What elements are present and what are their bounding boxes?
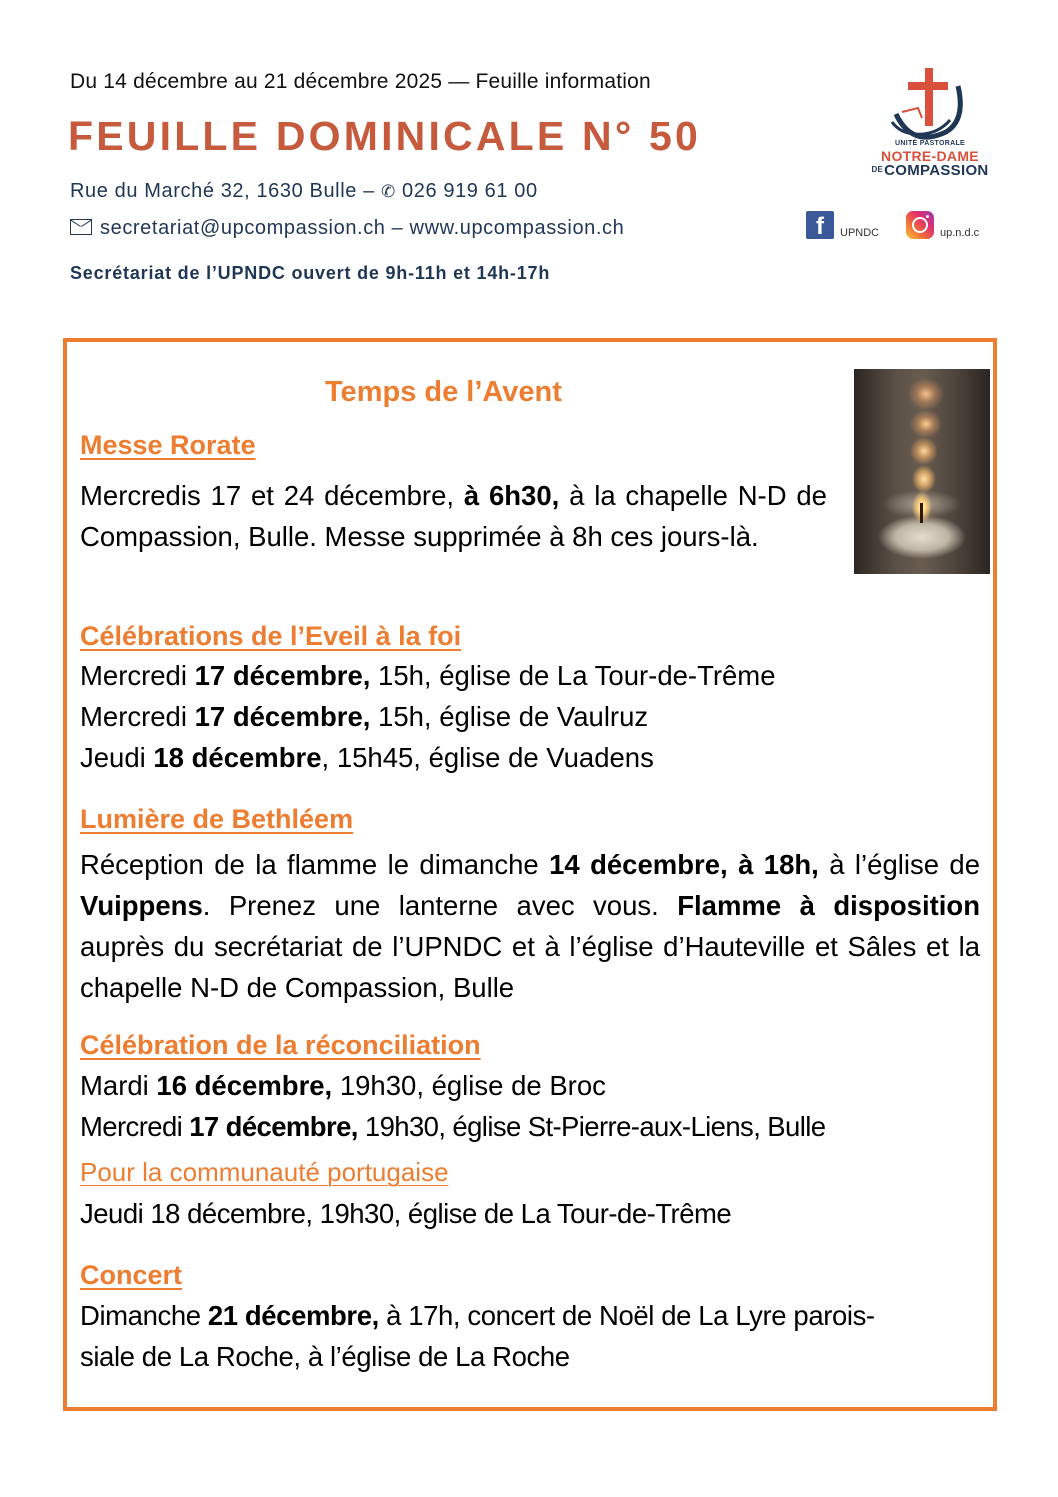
portuguese-line: Jeudi 18 décembre, 19h30, église de La Tour-de-Trême [80, 1198, 732, 1229]
facebook-icon: f [806, 211, 834, 239]
reconciliation-line: Mardi 16 décembre, 19h30, église de Broc [80, 1070, 606, 1101]
email-and-website[interactable]: secretariat@upcompassion.ch – www.upcompassion.ch [100, 217, 625, 239]
eveil-line: Mercredi 17 décembre, 15h, église de Vaulruz [80, 701, 649, 732]
phone-icon: ✆ [381, 182, 396, 201]
candle-wick [920, 503, 923, 523]
candles-photo [854, 369, 990, 574]
instagram-label: up.n.d.c [940, 227, 980, 239]
heading-reconciliation: Célébration de la réconciliation [80, 1030, 481, 1060]
address: Rue du Marché 32, 1630 Bulle – [70, 180, 382, 202]
phone-number[interactable]: 026 919 61 00 [395, 180, 538, 202]
address-line [70, 180, 538, 203]
bethleem-text: Réception de la flamme le dimanche 14 décembre, à 18h, à l’église de Vuippens. Prenez une lanterne avec vous. Flamme à disposition auprès du secrétariat de l’UPNDC et à l’église d’Hauteville et Sâles et la chapelle N-D de Compassion, Bulle [80, 849, 980, 1003]
cross-logo-icon [862, 62, 998, 142]
reconciliation-line: Mercredi 17 décembre, 19h30, église St-Pierre-aux-Liens, Bulle [80, 1111, 826, 1142]
heading-eveil-foi: Célébrations de l’Eveil à la foi [80, 621, 462, 651]
logo-line-1: UNITÉ PASTORALE [895, 140, 965, 147]
logo-line-3: $^{DE}$COMPASSION [871, 162, 989, 179]
advent-info-box [63, 338, 997, 1411]
parish-logo [862, 62, 998, 182]
heading-concert: Concert [80, 1260, 183, 1290]
eveil-line: Jeudi 18 décembre, 15h45, église de Vuadens [80, 742, 654, 773]
contact-line [70, 217, 624, 240]
envelope-icon [70, 219, 92, 235]
page-title: FEUILLE DOMINICALE N° 50 [68, 113, 702, 159]
heading-portuguese-community: Pour la communauté portugaise [80, 1157, 449, 1187]
instagram-link[interactable] [906, 207, 979, 239]
box-title: Temps de l’Avent [325, 376, 562, 408]
office-hours: Secrétariat de l’UPNDC ouvert de 9h-11h et 14h-17h [70, 263, 551, 283]
heading-messe-rorate: Messe Rorate [80, 430, 256, 460]
concert-line: Dimanche 21 décembre, à 17h, concert de Noël de La Lyre parois- [80, 1300, 875, 1331]
messe-rorate-text: Mercredis 17 et 24 décembre, à 6h30, à la chapelle N-D de Compassion, Bulle. Messe supprimée à 8h ces jours-là. [80, 480, 827, 552]
facebook-link[interactable] [806, 207, 879, 239]
date-range-subtitle: Du 14 décembre au 21 décembre 2025 — Feuille information [70, 70, 651, 93]
instagram-icon [906, 211, 934, 239]
logo-line-2: NOTRE-DAME [881, 148, 979, 164]
heading-lumiere-bethleem: Lumière de Bethléem [80, 804, 354, 834]
concert-line: siale de La Roche, à l’église de La Roche [80, 1341, 570, 1372]
facebook-label: UPNDC [840, 227, 880, 239]
eveil-line: Mercredi 17 décembre, 15h, église de La Tour-de-Trême [80, 660, 776, 691]
